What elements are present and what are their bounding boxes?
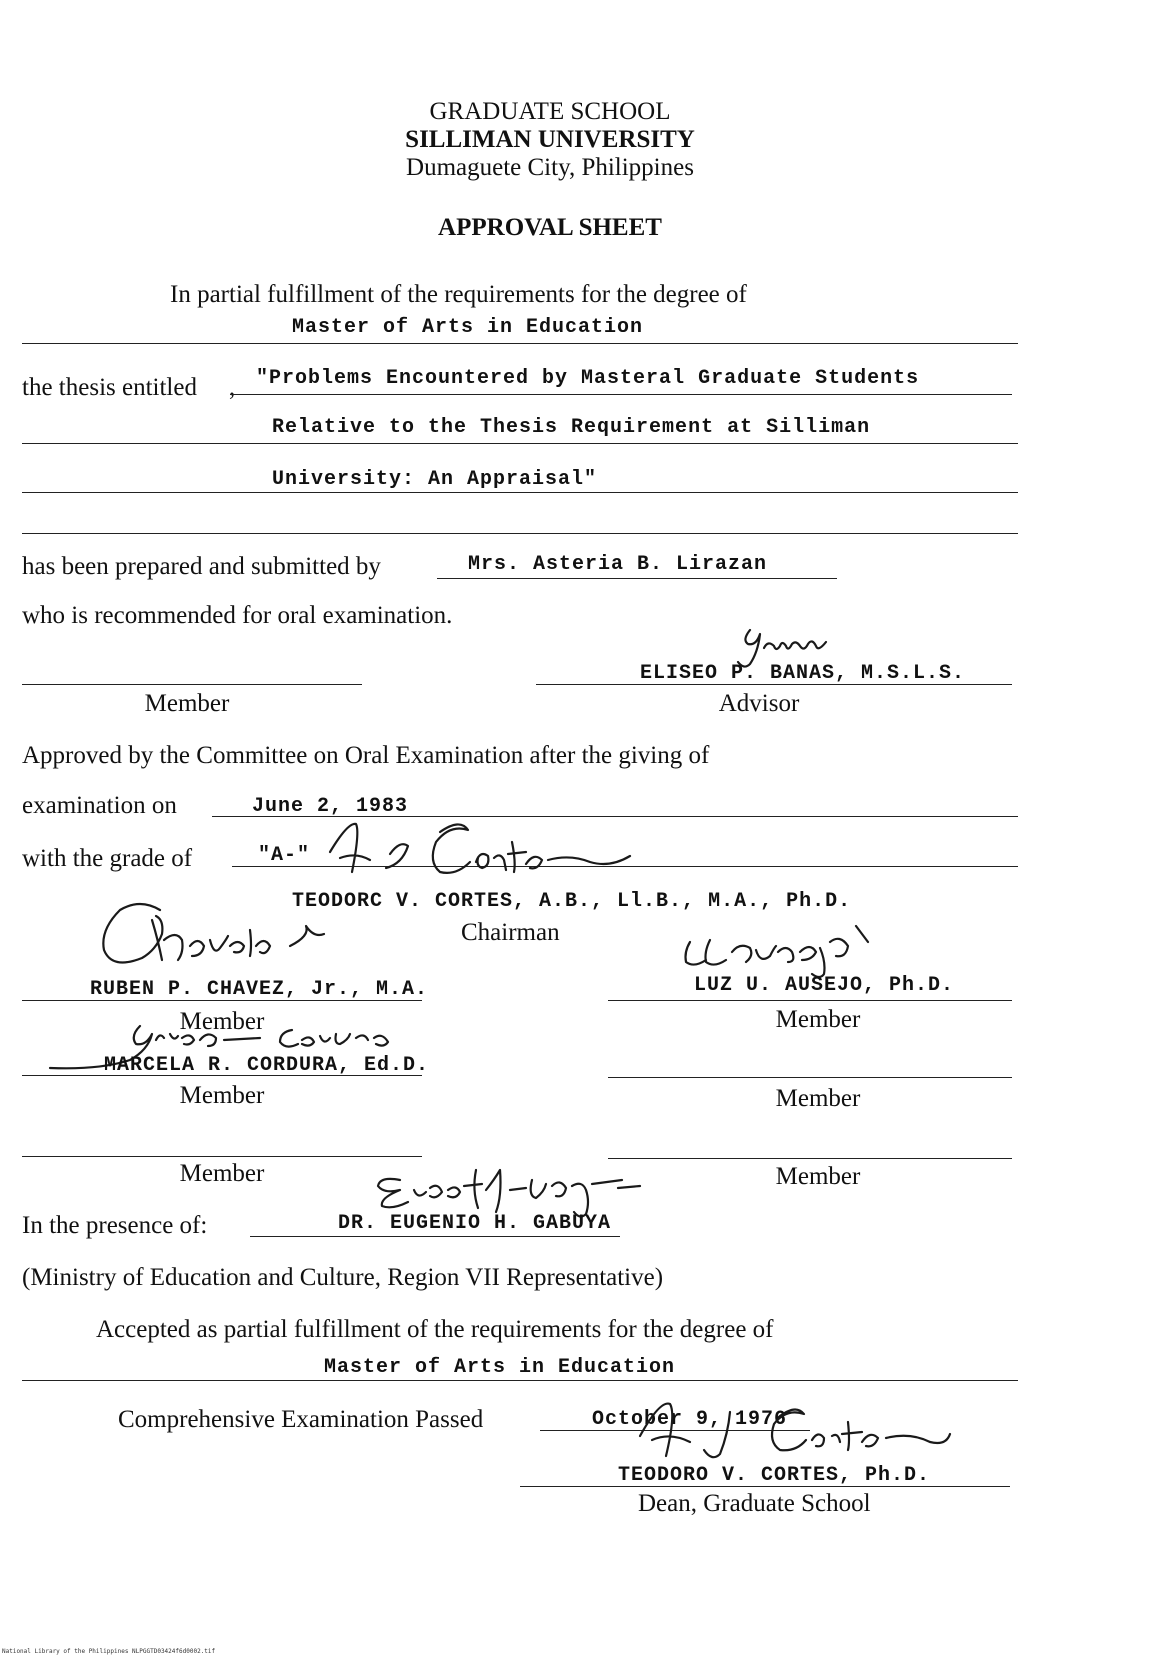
chairman-role: Chairman: [461, 919, 560, 946]
dean-line: [520, 1486, 1010, 1487]
member-2-name: LUZ U. AUSEJO, Ph.D.: [694, 974, 955, 997]
grade-value: "A-": [258, 844, 311, 867]
member-line-3: [22, 1075, 422, 1076]
degree-intro: In partial fulfillment of the requirements for the degree of: [170, 281, 747, 308]
presence-name: DR. EUGENIO H. GABUYA: [338, 1212, 612, 1235]
member-6-role: Member: [775, 1163, 861, 1190]
advisor-row-member-label: Member: [144, 690, 230, 717]
member-2-role: Member: [775, 1006, 861, 1033]
ministry-text: (Ministry of Education and Culture, Region VII Representative): [22, 1264, 664, 1291]
chairman-name: TEODORC V. CORTES, A.B., Ll.B., M.A., Ph.D.: [292, 890, 852, 913]
exam-label: examination on: [22, 792, 177, 819]
member-5-role: Member: [179, 1160, 265, 1187]
advisor-line: [536, 684, 1012, 685]
member-1-role: Member: [179, 1008, 265, 1035]
submitter-name: Mrs. Asteria B. Lirazan: [468, 553, 768, 576]
accepted-degree-line: [22, 1380, 1018, 1381]
member-1-name: RUBEN P. CHAVEZ, Jr., M.A.: [90, 978, 429, 1001]
dean-name: TEODORO V. CORTES, Ph.D.: [618, 1464, 931, 1487]
ausejo-signature: [660, 912, 940, 982]
thesis-line3: [22, 492, 1018, 493]
recommend-text: who is recommended for oral examination.: [22, 602, 453, 629]
thesis-line1: [230, 394, 1012, 395]
presence-line: [250, 1236, 620, 1237]
comprehensive-date: October 9, 1976: [592, 1408, 788, 1431]
accepted-degree: Master of Arts in Education: [324, 1356, 676, 1379]
page-title: APPROVAL SHEET: [438, 214, 662, 241]
submitter-line: [437, 578, 837, 579]
thesis-line2: [22, 443, 1018, 444]
thesis-line4: [22, 533, 1018, 534]
presence-label: In the presence of:: [22, 1212, 208, 1239]
thesis-title-line1: "Problems Encountered by Masteral Graduate Students: [256, 367, 920, 390]
member-3-name: MARCELA R. CORDURA, Ed.D.: [104, 1054, 430, 1077]
thesis-title-line2: Relative to the Thesis Requirement at Silliman: [272, 416, 871, 439]
thesis-label: the thesis entitled: [22, 374, 197, 401]
gabuya-signature: [360, 1150, 680, 1220]
degree-value: Master of Arts in Education: [292, 316, 644, 339]
member-4-role: Member: [775, 1085, 861, 1112]
member-line-2: [608, 1000, 1012, 1001]
exam-date: June 2, 1983: [252, 795, 409, 818]
approved-text: Approved by the Committee on Oral Examination after the giving of: [22, 742, 710, 769]
dean-role: Dean, Graduate School: [638, 1490, 871, 1517]
header-school: GRADUATE SCHOOL: [429, 98, 671, 125]
footer-note: National Library of the Philippines NLPGGTD03424f6d0002.tif: [2, 1648, 216, 1655]
chavez-signature: [90, 890, 350, 980]
member-line-advisor-row: [22, 684, 362, 685]
header-location: Dumaguete City, Philippines: [406, 154, 694, 181]
comprehensive-label: Comprehensive Examination Passed: [118, 1406, 484, 1433]
chairman-signature: [290, 812, 650, 892]
submitted-label: has been prepared and submitted by: [22, 553, 381, 580]
thesis-comma: ,: [229, 374, 236, 401]
member-line-4: [608, 1077, 1012, 1078]
grade-label: with the grade of: [22, 845, 193, 872]
advisor-role: Advisor: [718, 690, 800, 717]
member-3-role: Member: [179, 1082, 265, 1109]
thesis-title-line3: University: An Appraisal": [272, 468, 598, 491]
advisor-name: ELISEO P. BANAS, M.S.L.S.: [640, 662, 966, 685]
header-university: SILLIMAN UNIVERSITY: [405, 126, 695, 153]
dean-signature: [600, 1386, 960, 1476]
accepted-text: Accepted as partial fulfillment of the requirements for the degree of: [96, 1316, 774, 1343]
degree-line: [22, 343, 1018, 344]
